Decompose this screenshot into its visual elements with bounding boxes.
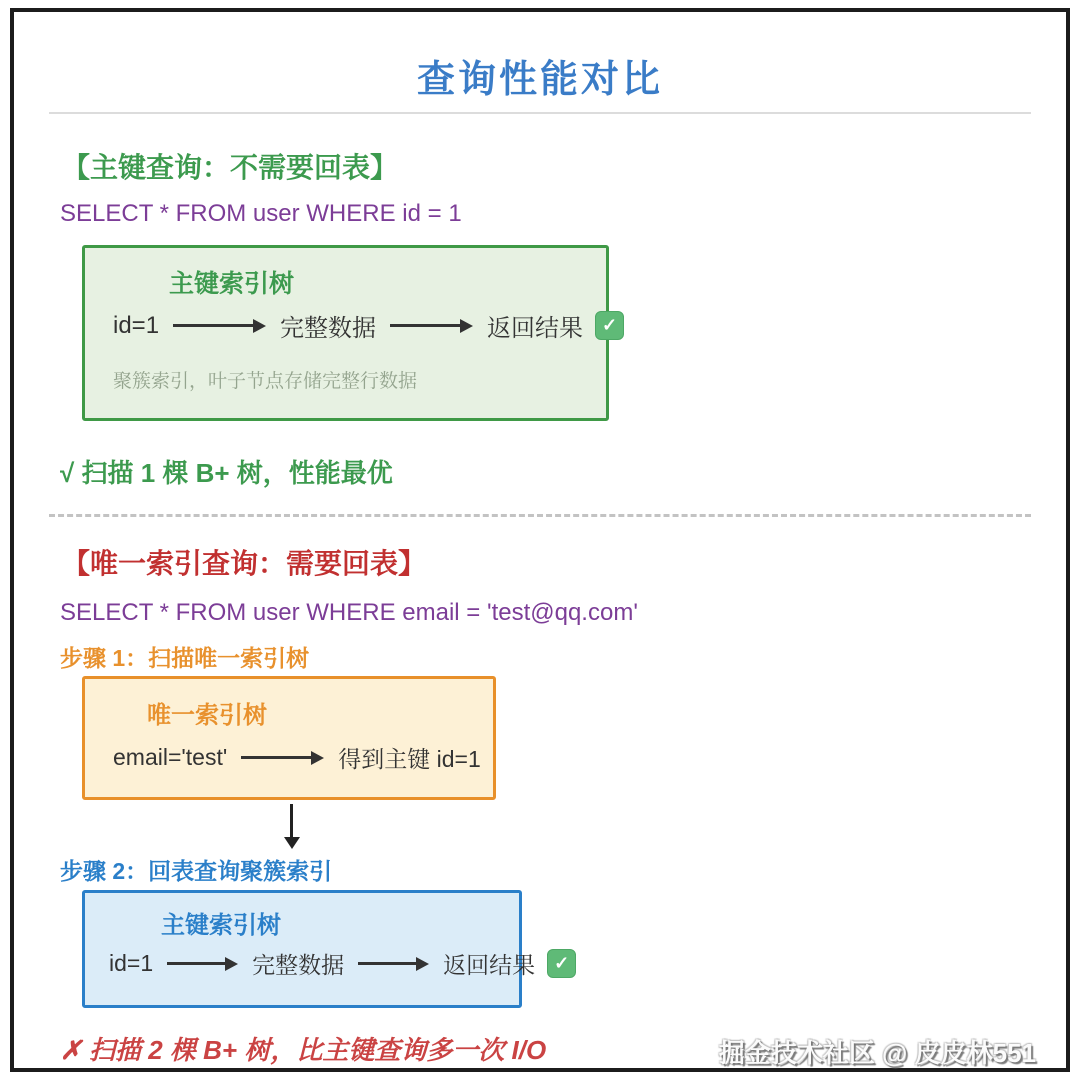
- flow-node-primary-key: 得到主键 id=1: [338, 746, 481, 772]
- clustered-box-flow: [109, 947, 576, 980]
- primary-box-flow: [113, 308, 624, 343]
- primary-box-title: 主键索引树: [169, 270, 295, 298]
- right-arrow-icon: [173, 319, 266, 333]
- clustered-index-tree-box: [82, 890, 570, 1008]
- unique-box-flow: [113, 741, 481, 774]
- step1-heading: 步骤 1：扫描唯一索引树: [60, 645, 310, 671]
- page-border-frame: [10, 8, 1070, 1072]
- right-arrow-icon: [241, 751, 324, 765]
- primary-sql-statement: SELECT * FROM user WHERE id = 1: [60, 200, 462, 227]
- primary-section-heading: 【主键查询：不需要回表】: [62, 152, 399, 183]
- check-badge-icon: ✓: [547, 949, 576, 978]
- step2-heading: 步骤 2：回表查询聚簇索引: [60, 858, 333, 884]
- flow-node-id: id=1: [109, 950, 154, 976]
- flow-node-data: 完整数据: [280, 315, 377, 342]
- primary-box-caption: 聚簇索引，叶子节点存储完整行数据: [113, 371, 418, 392]
- top-divider: [49, 112, 1031, 114]
- right-arrow-icon: [358, 957, 429, 971]
- unique-box-title: 唯一索引树: [147, 702, 267, 729]
- unique-result-note: ✗ 扫描 2 棵 B+ 树，比主键查询多一次 I/O: [60, 1035, 547, 1065]
- primary-result-note: √ 扫描 1 棵 B+ 树，性能最优: [60, 458, 393, 488]
- section-dashed-divider: [49, 514, 1031, 517]
- right-arrow-icon: [167, 957, 238, 971]
- flow-node-result: 返回结果: [487, 315, 584, 342]
- unique-index-tree-box: [82, 676, 496, 800]
- unique-section-heading: 【唯一索引查询：需要回表】: [62, 548, 427, 579]
- unique-sql-statement: SELECT * FROM user WHERE email = 'test@qq.com': [60, 599, 638, 626]
- check-badge-icon: ✓: [595, 311, 624, 340]
- flow-node-id: id=1: [113, 311, 160, 339]
- clustered-box-title: 主键索引树: [161, 912, 281, 939]
- page-title: 查询性能对比: [416, 59, 663, 101]
- watermark: 掘金技术社区 @ 皮皮林551: [718, 1038, 1036, 1068]
- flow-node-email: email='test': [113, 744, 228, 770]
- right-arrow-icon: [390, 319, 473, 333]
- primary-index-tree-box: [82, 245, 618, 421]
- flow-node-result: 返回结果: [443, 952, 536, 978]
- flow-node-data: 完整数据: [252, 952, 345, 978]
- down-arrow-icon: [290, 804, 293, 838]
